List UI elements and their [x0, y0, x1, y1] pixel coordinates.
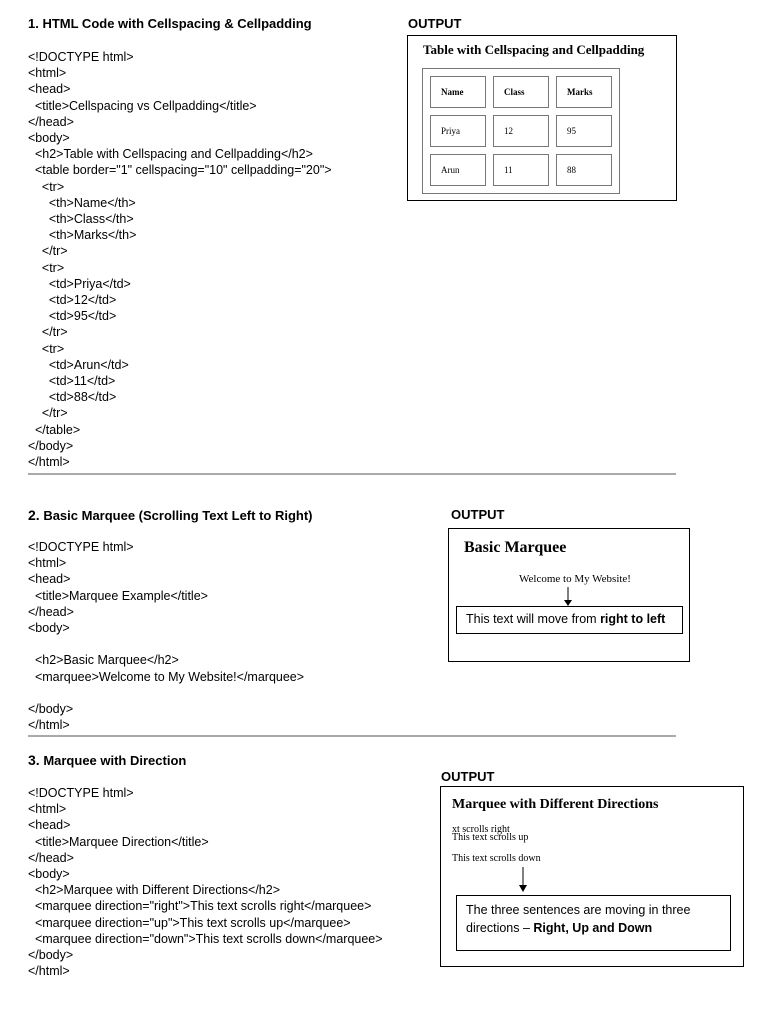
table-header-cell: Name	[430, 76, 486, 108]
section3-output-title: Marquee with Different Directions	[452, 797, 659, 812]
section3-heading	[28, 752, 186, 768]
section2-output-title: Basic Marquee	[464, 539, 567, 556]
section1-output-title: Table with Cellspacing and Cellpadding	[423, 42, 645, 57]
section2-note-bold: right to left	[600, 612, 666, 626]
section3-code: <!DOCTYPE html> <html> <head> <title>Marquee Direction</title> </head> <body> <h2>Marquee with Different Directions</h2> <marquee direction="right">This text scrolls right</marquee> <marquee direction="up">This text scrolls up</marquee> <marquee direction="down">This text scrolls down</marquee> </body> </html>	[28, 786, 383, 979]
section2-number: 2.	[28, 507, 40, 523]
table-header-row	[430, 76, 612, 108]
section3-output-label: OUTPUT	[441, 769, 495, 784]
table-cell: Arun	[430, 154, 486, 186]
table-cell: 12	[493, 115, 549, 147]
section2-output-box	[448, 528, 690, 662]
table-cell: 88	[556, 154, 612, 186]
section3-note-text: The three sentences are moving in three directions –	[466, 903, 691, 935]
section1-output-box	[407, 35, 677, 201]
down-arrow-icon	[561, 587, 575, 607]
sample-table	[422, 68, 620, 194]
marquee-down-clip	[452, 853, 582, 861]
section1-heading: 1. HTML Code with Cellspacing & Cellpadding	[28, 16, 312, 31]
section2-note	[456, 606, 683, 634]
marquee-up-text: This text scrolls up	[452, 832, 529, 843]
marquee-down-text: This text scrolls down	[452, 853, 541, 861]
section2-heading	[28, 507, 313, 523]
divider	[28, 735, 676, 737]
marquee-right-text: xt scrolls right	[452, 824, 510, 835]
section3-number: 3.	[28, 752, 40, 768]
section2-title: Basic Marquee (Scrolling Text Left to Right)	[43, 508, 313, 523]
section2-note-text: This text will move from	[466, 612, 601, 626]
down-arrow-icon	[516, 867, 530, 893]
section3-note-bold: Right, Up and Down	[533, 921, 653, 935]
table-cell: 95	[556, 115, 612, 147]
section1-output-label: OUTPUT	[408, 16, 462, 31]
section2-code: <!DOCTYPE html> <html> <head> <title>Marquee Example</title> </head> <body> <h2>Basic Marquee</h2> <marquee>Welcome to My Website!</marquee> </body> </html>	[28, 540, 305, 733]
table-cell: Priya	[430, 115, 486, 147]
table-row	[430, 115, 612, 147]
table-row	[430, 154, 612, 186]
section3-output-box	[440, 786, 744, 967]
table-header-cell: Class	[493, 76, 549, 108]
table-cell: 11	[493, 154, 549, 186]
section1-code: <!DOCTYPE html> <html> <head> <title>Cellspacing vs Cellpadding</title> </head> <body> <h2>Table with Cellspacing and Cellpadding</h2> <table border="1" cellspacing="10" cellpadding="20"> <tr> <th>Name</th> <th>Class</th> <th>Marks</th> </tr> <tr> <td>Priya</td> <td>12</td> <td>95</td> </tr> <tr> <td>Arun</td> <td>11</td> <td>88</td> </tr> </table> </body> </html>	[28, 50, 332, 470]
table-header-cell: Marks	[556, 76, 612, 108]
section3-title: Marquee with Direction	[43, 753, 187, 768]
section3-note	[456, 895, 731, 951]
section2-output-label: OUTPUT	[451, 507, 505, 522]
marquee-text: Welcome to My Website!	[519, 573, 631, 585]
divider	[28, 473, 676, 475]
